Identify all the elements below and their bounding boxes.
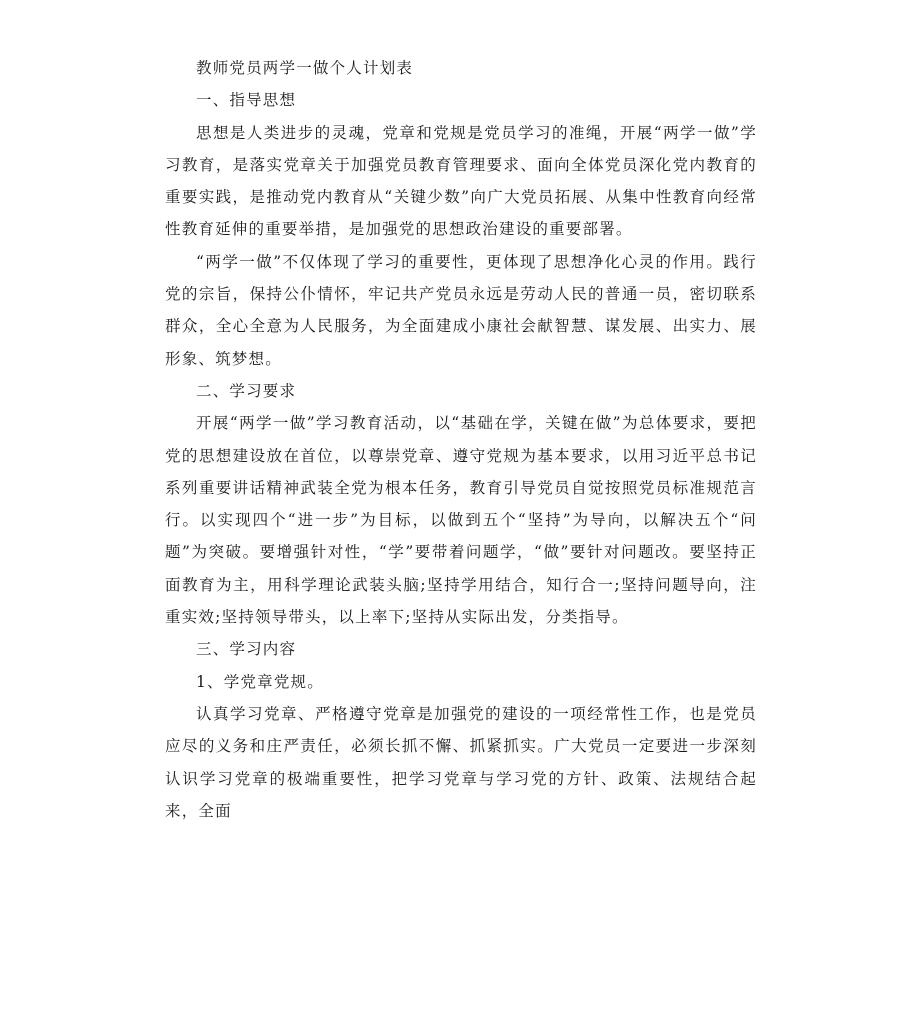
document-body: [165, 52, 757, 827]
section-heading-study-requirements: 二、学习要求: [196, 381, 297, 400]
section-heading-guiding-ideology: 一、指导思想: [196, 91, 297, 110]
subsection-heading: 1、学党章党规。: [196, 672, 324, 691]
body-paragraph: “两学一做”不仅体现了学习的重要性，更体现了思想净化心灵的作用。践行党的宗旨，保持公仆情怀，牢记共产党员永远是劳动人民的普通一员，密切联系群众，全心全意为人民服务，为全面建成小康社会献智慧、谋发展、出实力、展形象、筑梦想。: [165, 252, 757, 368]
document-title: 教师党员两学一做个人计划表: [196, 59, 414, 77]
body-paragraph: 认真学习党章、严格遵守党章是加强党的建设的一项经常性工作，也是党员应尽的义务和庄严责任，必须长抓不懈、抓紧抓实。广大党员一定要进一步深刻认识学习党章的极端重要性，把学习党章与学习党的方针、政策、法规结合起来，全面: [165, 704, 757, 820]
section-heading-study-content: 三、学习内容: [196, 640, 297, 659]
body-paragraph: 思想是人类进步的灵魂，党章和党规是党员学习的准绳，开展“两学一做”学习教育，是落实党章关于加强党员教育管理要求、面向全体党员深化党内教育的重要实践，是推动党内教育从“关键少数”向广大党员拓展、从集中性教育向经常性教育延伸的重要举措，是加强党的思想政治建设的重要部署。: [165, 123, 757, 239]
body-paragraph: 开展“两学一做”学习教育活动，以“基础在学，关键在做”为总体要求，要把党的思想建设放在首位，以尊崇党章、遵守党规为基本要求，以用习近平总书记系列重要讲话精神武装全党为根本任务，教育引导党员自觉按照党员标准规范言行。以实现四个“进一步”为目标，以做到五个“坚持”为导向，以解决五个“问题”为突破。要增强针对性，“学”要带着问题学，“做”要针对问题改。要坚持正面教育为主，用科学理论武装头脑;坚持学用结合，知行合一;坚持问题导向，注重实效;坚持领导带头，以上率下;坚持从实际出发，分类指导。: [165, 414, 757, 627]
